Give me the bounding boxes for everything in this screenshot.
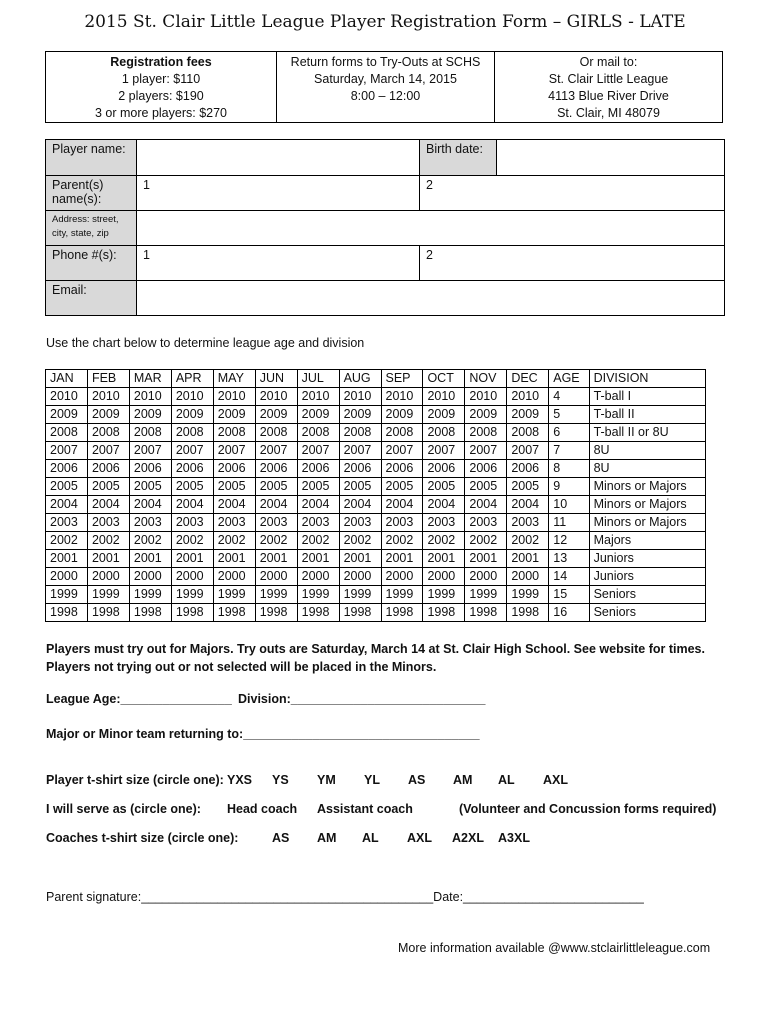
year-cell: 1998 [129, 604, 171, 622]
year-cell: 2003 [255, 514, 297, 532]
year-cell: 2007 [129, 442, 171, 460]
year-cell: 2003 [507, 514, 549, 532]
year-cell: 1999 [465, 586, 507, 604]
mail-line: St. Clair Little League [548, 72, 669, 86]
year-cell: 2007 [87, 442, 129, 460]
year-cell: 2009 [339, 406, 381, 424]
coach-size-option[interactable]: AXL [407, 831, 432, 845]
year-cell: 2004 [171, 496, 213, 514]
year-cell: 2000 [87, 568, 129, 586]
chart-header-cell: FEB [87, 370, 129, 388]
year-cell: 2010 [381, 388, 423, 406]
mail-line: 4113 Blue River Drive [548, 89, 669, 103]
chart-header-cell: DIVISION [589, 370, 705, 388]
year-cell: 2005 [381, 478, 423, 496]
return-line: Saturday, March 14, 2015 [314, 72, 457, 86]
year-cell: 1999 [381, 586, 423, 604]
division-cell: Seniors [589, 586, 705, 604]
year-cell: 2006 [297, 460, 339, 478]
year-cell: 2000 [46, 568, 88, 586]
year-cell: 2008 [87, 424, 129, 442]
year-cell: 2009 [46, 406, 88, 424]
coach-shirt-label: Coaches t-shirt size (circle one): [46, 831, 239, 845]
chart-row [46, 388, 706, 406]
division-cell: Juniors [589, 568, 705, 586]
year-cell: 2001 [381, 550, 423, 568]
year-cell: 2004 [465, 496, 507, 514]
chart-row [46, 406, 706, 424]
year-cell: 2010 [213, 388, 255, 406]
parent1-field[interactable]: 1 [137, 176, 420, 211]
year-cell: 1998 [297, 604, 339, 622]
return-line: 8:00 – 12:00 [350, 89, 421, 103]
year-cell: 2003 [129, 514, 171, 532]
player-info-table [45, 139, 725, 316]
year-cell: 1999 [507, 586, 549, 604]
year-cell: 1998 [381, 604, 423, 622]
year-cell: 2004 [129, 496, 171, 514]
year-cell: 2004 [507, 496, 549, 514]
mail-address [494, 52, 722, 122]
tshirt-size-option[interactable]: YM [317, 773, 336, 787]
year-cell: 1999 [213, 586, 255, 604]
year-cell: 2001 [171, 550, 213, 568]
year-cell: 2002 [507, 532, 549, 550]
year-cell: 2008 [46, 424, 88, 442]
year-cell: 1998 [213, 604, 255, 622]
year-cell: 2006 [87, 460, 129, 478]
tshirt-size-option[interactable]: YS [272, 773, 289, 787]
chart-row [46, 442, 706, 460]
tshirt-size-option[interactable]: YL [364, 773, 380, 787]
year-cell: 2009 [171, 406, 213, 424]
year-cell: 2000 [171, 568, 213, 586]
more-info: More information available @www.stclairlittleleague.com [398, 941, 711, 955]
year-cell: 2006 [465, 460, 507, 478]
division-cell: Juniors [589, 550, 705, 568]
year-cell: 2001 [507, 550, 549, 568]
year-cell: 2004 [381, 496, 423, 514]
chart-header-cell: AUG [339, 370, 381, 388]
year-cell: 2010 [297, 388, 339, 406]
year-cell: 1999 [46, 586, 88, 604]
year-cell: 2002 [465, 532, 507, 550]
fee-line: 1 player: $110 [121, 72, 201, 86]
year-cell: 2007 [297, 442, 339, 460]
year-cell: 2003 [339, 514, 381, 532]
year-cell: 2001 [46, 550, 88, 568]
age-cell: 9 [549, 478, 589, 496]
form-title: 2015 St. Clair Little League Player Registration Form – GIRLS - LATE [84, 12, 686, 32]
year-cell: 2006 [129, 460, 171, 478]
year-cell: 2002 [339, 532, 381, 550]
year-cell: 2009 [255, 406, 297, 424]
birth-date-label: Birth date: [420, 140, 497, 176]
year-cell: 2001 [129, 550, 171, 568]
chart-instruction: Use the chart below to determine league age and division [46, 336, 365, 350]
year-cell: 2009 [129, 406, 171, 424]
year-cell: 1999 [87, 586, 129, 604]
phone2-field[interactable]: 2 [420, 246, 725, 281]
year-cell: 2002 [297, 532, 339, 550]
year-cell: 2010 [255, 388, 297, 406]
year-cell: 1998 [423, 604, 465, 622]
year-cell: 1999 [339, 586, 381, 604]
chart-header-cell: NOV [465, 370, 507, 388]
tshirt-size-option[interactable]: AM [453, 773, 473, 787]
year-cell: 2002 [129, 532, 171, 550]
year-cell: 2002 [213, 532, 255, 550]
division-cell: 8U [589, 460, 705, 478]
coach-size-option[interactable]: A2XL [452, 831, 484, 845]
phone-label: Phone #(s): [46, 246, 137, 281]
team-returning-field[interactable]: Major or Minor team returning to:__________________________________ [46, 727, 480, 741]
return-line: Return forms to Try-Outs at SCHS [290, 55, 481, 69]
year-cell: 2005 [507, 478, 549, 496]
birth-date-field[interactable] [497, 140, 725, 176]
year-cell: 2004 [255, 496, 297, 514]
year-cell: 2001 [255, 550, 297, 568]
address-label: Address: street, city, state, zip [46, 211, 137, 246]
year-cell: 2004 [87, 496, 129, 514]
year-cell: 2008 [213, 424, 255, 442]
year-cell: 1998 [255, 604, 297, 622]
year-cell: 2003 [87, 514, 129, 532]
year-cell: 2007 [213, 442, 255, 460]
year-cell: 2006 [213, 460, 255, 478]
league-age-field[interactable]: League Age:________________ [46, 692, 232, 706]
year-cell: 2003 [171, 514, 213, 532]
year-cell: 2010 [46, 388, 88, 406]
year-cell: 1999 [255, 586, 297, 604]
fee-line: 2 players: $190 [118, 89, 204, 103]
age-cell: 8 [549, 460, 589, 478]
age-cell: 15 [549, 586, 589, 604]
year-cell: 2009 [465, 406, 507, 424]
chart-row [46, 604, 706, 622]
player-name-label: Player name: [46, 140, 137, 176]
year-cell: 2008 [507, 424, 549, 442]
year-cell: 2001 [339, 550, 381, 568]
division-cell: Seniors [589, 604, 705, 622]
year-cell: 2005 [255, 478, 297, 496]
year-cell: 2000 [255, 568, 297, 586]
year-cell: 2008 [171, 424, 213, 442]
tshirt-size-option[interactable]: AS [408, 773, 426, 787]
year-cell: 2008 [423, 424, 465, 442]
age-cell: 13 [549, 550, 589, 568]
parents-label: Parent(s) name(s): [46, 176, 137, 211]
fee-line: 3 or more players: $270 [94, 106, 227, 120]
year-cell: 1998 [339, 604, 381, 622]
tryout-notes [46, 640, 705, 676]
year-cell: 2006 [381, 460, 423, 478]
parent-signature-line[interactable]: Parent signature:__________________________________________Date:__________________________ [46, 890, 644, 904]
division-cell: T-ball I [589, 388, 705, 406]
year-cell: 1999 [171, 586, 213, 604]
coach-size-option[interactable]: AM [317, 831, 337, 845]
year-cell: 1998 [46, 604, 88, 622]
fees-heading: Registration fees [110, 55, 212, 69]
year-cell: 2005 [297, 478, 339, 496]
year-cell: 2001 [213, 550, 255, 568]
assistant-coach-option[interactable]: Assistant coach [317, 802, 413, 816]
year-cell: 1999 [423, 586, 465, 604]
year-cell: 2002 [46, 532, 88, 550]
year-cell: 2007 [46, 442, 88, 460]
year-cell: 2003 [381, 514, 423, 532]
coach-size-option[interactable]: AL [362, 831, 379, 845]
year-cell: 2002 [87, 532, 129, 550]
year-cell: 2005 [213, 478, 255, 496]
coach-size-option[interactable]: AS [272, 831, 290, 845]
note-line: Players not trying out or not selected will be placed in the Minors. [46, 660, 437, 674]
year-cell: 2007 [423, 442, 465, 460]
year-cell: 2004 [423, 496, 465, 514]
age-cell: 14 [549, 568, 589, 586]
year-cell: 1998 [465, 604, 507, 622]
note-line: Players must try out for Majors. Try outs are Saturday, March 14 at St. Clair High School. See website for times. [46, 642, 705, 656]
chart-row [46, 568, 706, 586]
year-cell: 2001 [423, 550, 465, 568]
year-cell: 2005 [46, 478, 88, 496]
chart-row [46, 460, 706, 478]
chart-header-cell: MAR [129, 370, 171, 388]
division-cell: Minors or Majors [589, 478, 705, 496]
chart-row [46, 532, 706, 550]
year-cell: 2002 [171, 532, 213, 550]
year-cell: 2005 [465, 478, 507, 496]
chart-row [46, 514, 706, 532]
mail-line: St. Clair, MI 48079 [557, 106, 660, 120]
chart-header-cell: APR [171, 370, 213, 388]
division-cell: Minors or Majors [589, 514, 705, 532]
tshirt-size-option[interactable]: YXS [227, 773, 253, 787]
email-label: Email: [46, 281, 137, 316]
registration-fees [46, 52, 276, 122]
year-cell: 2001 [465, 550, 507, 568]
age-cell: 6 [549, 424, 589, 442]
year-cell: 2006 [46, 460, 88, 478]
year-cell: 2003 [423, 514, 465, 532]
year-cell: 2010 [339, 388, 381, 406]
year-cell: 2008 [465, 424, 507, 442]
division-cell: 8U [589, 442, 705, 460]
year-cell: 2008 [339, 424, 381, 442]
division-cell: Majors [589, 532, 705, 550]
year-cell: 2007 [507, 442, 549, 460]
year-cell: 2001 [297, 550, 339, 568]
year-cell: 1998 [507, 604, 549, 622]
age-cell: 11 [549, 514, 589, 532]
year-cell: 2006 [339, 460, 381, 478]
year-cell: 2007 [171, 442, 213, 460]
player-name-field[interactable] [137, 140, 420, 176]
age-cell: 10 [549, 496, 589, 514]
year-cell: 2000 [507, 568, 549, 586]
phone1-field[interactable]: 1 [137, 246, 420, 281]
return-info [276, 52, 494, 122]
year-cell: 2006 [423, 460, 465, 478]
year-cell: 2009 [381, 406, 423, 424]
year-cell: 2005 [129, 478, 171, 496]
year-cell: 2009 [297, 406, 339, 424]
year-cell: 2003 [465, 514, 507, 532]
year-cell: 2010 [465, 388, 507, 406]
year-cell: 2010 [171, 388, 213, 406]
year-cell: 2000 [339, 568, 381, 586]
chart-header-cell: SEP [381, 370, 423, 388]
chart-header-cell: JUN [255, 370, 297, 388]
year-cell: 2007 [381, 442, 423, 460]
chart-row [46, 550, 706, 568]
age-chart [45, 369, 706, 622]
year-cell: 2009 [213, 406, 255, 424]
chart-header-cell: JUL [297, 370, 339, 388]
year-cell: 2008 [297, 424, 339, 442]
year-cell: 2005 [171, 478, 213, 496]
year-cell: 1999 [297, 586, 339, 604]
email-field[interactable] [137, 281, 725, 316]
serve-label: I will serve as (circle one): [46, 802, 201, 816]
chart-header-cell: OCT [423, 370, 465, 388]
year-cell: 2010 [507, 388, 549, 406]
year-cell: 2010 [129, 388, 171, 406]
year-cell: 2006 [255, 460, 297, 478]
fees-box [45, 51, 723, 123]
year-cell: 2002 [381, 532, 423, 550]
year-cell: 2002 [423, 532, 465, 550]
chart-header-cell: JAN [46, 370, 88, 388]
year-cell: 2009 [507, 406, 549, 424]
age-cell: 16 [549, 604, 589, 622]
year-cell: 2000 [465, 568, 507, 586]
year-cell: 2002 [255, 532, 297, 550]
chart-header-cell: DEC [507, 370, 549, 388]
year-cell: 1998 [87, 604, 129, 622]
chart-header-cell: AGE [549, 370, 589, 388]
forms-required-note: (Volunteer and Concussion forms required) [459, 802, 717, 816]
year-cell: 2003 [213, 514, 255, 532]
mail-line: Or mail to: [579, 55, 638, 69]
year-cell: 2010 [87, 388, 129, 406]
year-cell: 2004 [213, 496, 255, 514]
year-cell: 2006 [507, 460, 549, 478]
year-cell: 2007 [465, 442, 507, 460]
head-coach-option[interactable]: Head coach [227, 802, 298, 816]
year-cell: 2004 [339, 496, 381, 514]
year-cell: 2009 [87, 406, 129, 424]
year-cell: 2004 [46, 496, 88, 514]
year-cell: 2000 [423, 568, 465, 586]
year-cell: 2004 [297, 496, 339, 514]
year-cell: 2005 [339, 478, 381, 496]
age-cell: 12 [549, 532, 589, 550]
tshirt-size-option[interactable]: AL [498, 773, 515, 787]
year-cell: 2008 [255, 424, 297, 442]
age-cell: 4 [549, 388, 589, 406]
year-cell: 2008 [381, 424, 423, 442]
year-cell: 2008 [129, 424, 171, 442]
tshirt-size-option[interactable]: AXL [543, 773, 568, 787]
year-cell: 2009 [423, 406, 465, 424]
coach-size-option[interactable]: A3XL [498, 831, 530, 845]
year-cell: 2000 [129, 568, 171, 586]
chart-row [46, 496, 706, 514]
age-cell: 5 [549, 406, 589, 424]
address-field[interactable] [137, 211, 725, 246]
year-cell: 2007 [339, 442, 381, 460]
year-cell: 2005 [87, 478, 129, 496]
year-cell: 1999 [129, 586, 171, 604]
year-cell: 2001 [87, 550, 129, 568]
year-cell: 2007 [255, 442, 297, 460]
chart-row [46, 586, 706, 604]
year-cell: 2000 [381, 568, 423, 586]
year-cell: 2000 [297, 568, 339, 586]
division-cell: T-ball II [589, 406, 705, 424]
chart-header-row [46, 370, 706, 388]
year-cell: 2005 [423, 478, 465, 496]
chart-row [46, 478, 706, 496]
year-cell: 2010 [423, 388, 465, 406]
chart-row [46, 424, 706, 442]
chart-header-cell: MAY [213, 370, 255, 388]
division-field[interactable]: Division:____________________________ [238, 692, 486, 706]
division-cell: Minors or Majors [589, 496, 705, 514]
year-cell: 2003 [46, 514, 88, 532]
tshirt-label: Player t-shirt size (circle one): [46, 773, 224, 787]
parent2-field[interactable]: 2 [420, 176, 725, 211]
chart-body [46, 388, 706, 622]
division-cell: T-ball II or 8U [589, 424, 705, 442]
year-cell: 2003 [297, 514, 339, 532]
year-cell: 1998 [171, 604, 213, 622]
age-cell: 7 [549, 442, 589, 460]
year-cell: 2000 [213, 568, 255, 586]
year-cell: 2006 [171, 460, 213, 478]
